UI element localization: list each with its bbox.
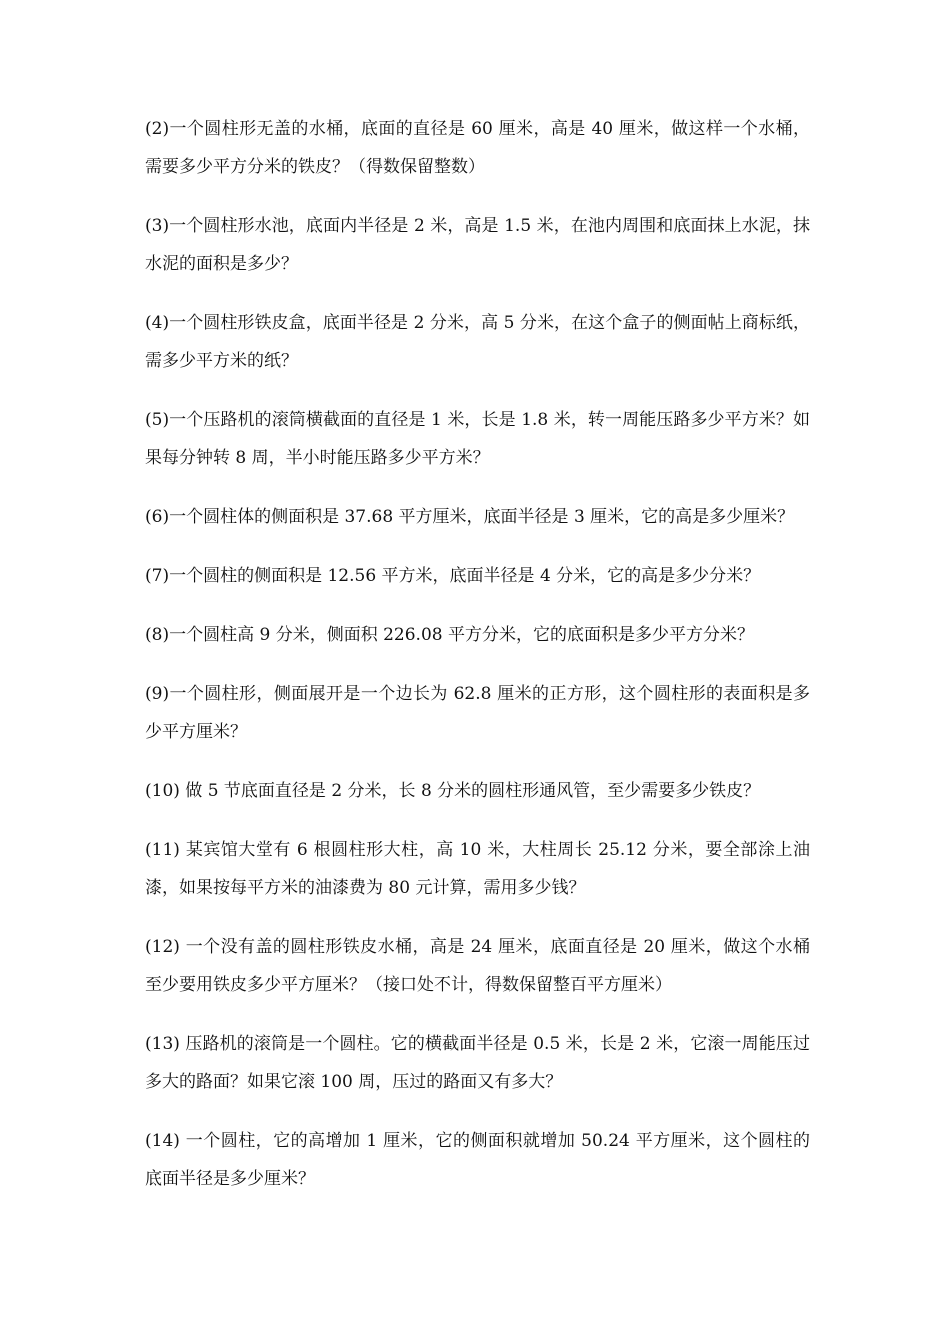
problem-7: (7)一个圆柱的侧面积是 12.56 平方米，底面半径是 4 分米，它的高是多少分米？ [145, 566, 761, 586]
problem-5: (5)一个压路机的滚筒横截面的直径是 1 米，长是 1.8 米，转一周能压路多少平方米？如果每分钟转 8 周，半小时能压路多少平方米？ [145, 410, 810, 468]
problem-2: (2)一个圆柱形无盖的水桶，底面的直径是 60 厘米，高是 40 厘米，做这样一个水桶，需要多少平方分米的铁皮？（得数保留整数） [145, 119, 810, 177]
problem-4: (4)一个圆柱形铁皮盒，底面半径是 2 分米，高 5 分米，在这个盒子的侧面帖上商标纸，需多少平方米的纸？ [145, 313, 810, 371]
problem-10: (10) 做 5 节底面直径是 2 分米，长 8 分米的圆柱形通风管，至少需要多少铁皮？ [145, 781, 761, 801]
problem-11: (11) 某宾馆大堂有 6 根圆柱形大柱，高 10 米，大柱周长 25.12 分米，要全部涂上油漆，如果按每平方米的油漆费为 80 元计算，需用多少钱？ [145, 840, 810, 898]
problem-8: (8)一个圆柱高 9 分米，侧面积 226.08 平方分米，它的底面积是多少平方分米？ [145, 625, 754, 645]
problem-6: (6)一个圆柱体的侧面积是 37.68 平方厘米，底面半径是 3 厘米，它的高是多少厘米？ [145, 507, 795, 527]
problem-9: (9)一个圆柱形，侧面展开是一个边长为 62.8 厘米的正方形，这个圆柱形的表面积是多少平方厘米？ [145, 684, 810, 742]
problem-12: (12) 一个没有盖的圆柱形铁皮水桶，高是 24 厘米，底面直径是 20 厘米，做这个水桶至少要用铁皮多少平方厘米？（接口处不计，得数保留整百平方厘米） [145, 937, 810, 995]
problem-list [145, 110, 810, 1219]
problem-13: (13) 压路机的滚筒是一个圆柱。它的横截面半径是 0.5 米，长是 2 米，它滚一周能压过多大的路面？如果它滚 100 周，压过的路面又有多大？ [145, 1034, 810, 1092]
problem-3: (3)一个圆柱形水池，底面内半径是 2 米，高是 1.5 米，在池内周围和底面抹上水泥，抹水泥的面积是多少？ [145, 216, 810, 274]
problem-14: (14) 一个圆柱，它的高增加 1 厘米，它的侧面积就增加 50.24 平方厘米，这个圆柱的底面半径是多少厘米？ [145, 1131, 810, 1189]
